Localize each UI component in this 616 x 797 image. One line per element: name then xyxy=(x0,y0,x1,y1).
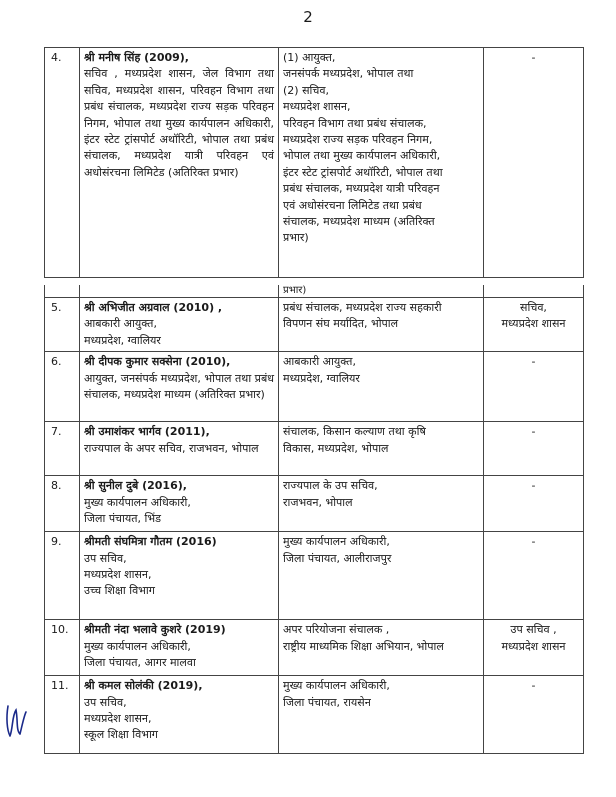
serial-number: 7. xyxy=(45,422,80,476)
new-posting-cell xyxy=(279,676,484,754)
strip-cell xyxy=(80,285,279,298)
current-posting: मध्यप्रदेश शासन, xyxy=(84,712,152,726)
transfer-table-top xyxy=(44,47,584,278)
additional-charge-cell xyxy=(484,298,584,352)
new-posting-line: इंटर स्टेट ट्रांसपोर्ट अथॉरिटी, भोपाल तथा xyxy=(283,165,443,179)
table-row xyxy=(45,352,584,422)
strip-text: प्रभार) xyxy=(279,285,484,298)
officer-name: श्री मनीष सिंह (2009), xyxy=(84,51,189,64)
current-posting: जिला पंचायत, भिंड xyxy=(84,512,162,526)
officer-cell xyxy=(80,352,279,422)
officer-cell xyxy=(80,676,279,754)
table-row xyxy=(45,532,584,620)
new-posting-line: मुख्य कार्यपालन अधिकारी, xyxy=(283,535,390,549)
officer-cell xyxy=(80,476,279,532)
officer-name: श्री उमाशंकर भार्गव (2011), xyxy=(84,425,210,439)
current-posting: मध्यप्रदेश, ग्वालियर xyxy=(84,333,161,347)
new-posting-line: राज्यपाल के उप सचिव, xyxy=(283,479,378,493)
current-posting: राज्यपाल के अपर सचिव, राजभवन, भोपाल xyxy=(84,441,259,455)
officer-name: श्री कमल सोलंकी (2019), xyxy=(84,679,203,693)
new-posting-cell xyxy=(279,298,484,352)
additional-charge-cell xyxy=(484,676,584,754)
new-posting-line: राष्ट्रीय माध्यमिक शिक्षा अभियान, भोपाल xyxy=(283,639,444,653)
new-posting-line: प्रबंध संचालक, मध्यप्रदेश यात्री परिवहन xyxy=(283,182,440,196)
new-posting-line: जिला पंचायत, आलीराजपुर xyxy=(283,551,392,565)
new-posting-line: भोपाल तथा मुख्य कार्यपालन अधिकारी, xyxy=(283,149,441,163)
table-row xyxy=(45,298,584,352)
new-posting-line: विकास, मध्यप्रदेश, भोपाल xyxy=(283,441,389,455)
table-row xyxy=(45,48,584,278)
current-posting: मध्यप्रदेश शासन, xyxy=(84,568,152,582)
additional-charge: - xyxy=(531,425,536,439)
current-posting: मुख्य कार्यपालन अधिकारी, xyxy=(84,639,191,653)
continuation-strip xyxy=(45,285,584,298)
new-posting-line: मध्यप्रदेश, ग्वालियर xyxy=(283,371,360,385)
new-posting-line: (1) आयुक्त, xyxy=(283,51,336,64)
additional-charge: मध्यप्रदेश शासन xyxy=(501,317,566,331)
current-posting: जिला पंचायत, आगर मालवा xyxy=(84,656,196,670)
additional-charge: - xyxy=(531,535,536,549)
new-posting-line: प्रबंध संचालक, मध्यप्रदेश राज्य सहकारी xyxy=(283,301,442,314)
additional-charge-cell xyxy=(484,48,584,278)
current-posting: उच्च शिक्षा विभाग xyxy=(84,584,155,598)
new-posting-cell xyxy=(279,48,484,278)
serial-number: 6. xyxy=(45,352,80,422)
current-posting: आबकारी आयुक्त, xyxy=(84,317,157,331)
new-posting-line: राजभवन, भोपाल xyxy=(283,495,353,509)
table-row xyxy=(45,676,584,754)
new-posting-line: परिवहन विभाग तथा प्रबंध संचालक, xyxy=(283,116,427,130)
current-posting: उप सचिव, xyxy=(84,551,127,565)
table-row xyxy=(45,476,584,532)
new-posting-line: (2) सचिव, xyxy=(283,83,329,97)
table-row xyxy=(45,620,584,676)
serial-number: 11. xyxy=(45,676,80,754)
new-posting-cell xyxy=(279,620,484,676)
strip-cell xyxy=(484,285,584,298)
serial-number: 8. xyxy=(45,476,80,532)
officer-cell xyxy=(80,298,279,352)
new-posting-cell xyxy=(279,476,484,532)
additional-charge-cell xyxy=(484,422,584,476)
current-posting: आयुक्त, जनसंपर्क मध्यप्रदेश, भोपाल तथा प्रबंध संचालक, मध्यप्रदेश माध्यम (अतिरिक्त प्रभार) xyxy=(84,371,274,402)
officer-cell xyxy=(80,422,279,476)
additional-charge: मध्यप्रदेश शासन xyxy=(501,639,566,653)
serial-number: 5. xyxy=(45,298,80,352)
officer-name: श्रीमती संघमित्रा गौतम (2016) xyxy=(84,535,217,549)
new-posting-line: अपर परियोजना संचालक , xyxy=(283,623,390,637)
current-posting: मुख्य कार्यपालन अधिकारी, xyxy=(84,495,191,509)
current-posting: उप सचिव, xyxy=(84,695,127,709)
additional-charge: - xyxy=(531,355,536,369)
officer-name: श्री दीपक कुमार सक्सेना (2010), xyxy=(84,355,231,369)
new-posting-line: मुख्य कार्यपालन अधिकारी, xyxy=(283,679,390,693)
current-posting: स्कूल शिक्षा विभाग xyxy=(84,728,158,742)
current-posting: सचिव , मध्यप्रदेश शासन, जेल विभाग तथा सचिव, मध्यप्रदेश शासन, परिवहन विभाग तथा प्रबंध संचालक, मध्यप्रदेश राज्य सड़क परिवहन निगम, भोपाल तथा मुख्य कार्यपालन अधिकारी, इंटर स्टेट ट्रांसपोर्ट अथॉरिटी, भोपाल तथा प्रबंध संचालक, मध्यप्रदेश यात्री परिवहन एवं अधोसंरचना लिमिटेड (अतिरिक्त प्रभार) xyxy=(84,67,274,179)
serial-number: 10. xyxy=(45,620,80,676)
officer-name: श्री सुनील दुबे (2016), xyxy=(84,479,187,493)
additional-charge-cell xyxy=(484,620,584,676)
new-posting-line: जनसंपर्क मध्यप्रदेश, भोपाल तथा xyxy=(283,67,414,81)
additional-charge-cell xyxy=(484,476,584,532)
officer-cell xyxy=(80,48,279,278)
handwritten-signature xyxy=(4,700,30,740)
serial-number: 4. xyxy=(45,48,80,278)
new-posting-line: जिला पंचायत, रायसेन xyxy=(283,695,371,709)
transfer-table xyxy=(44,285,584,754)
additional-charge: - xyxy=(531,679,536,693)
additional-charge: - xyxy=(531,479,536,493)
additional-charge-cell xyxy=(484,352,584,422)
new-posting-line: संचालक, मध्यप्रदेश माध्यम (अतिरिक्त xyxy=(283,215,435,229)
additional-charge: सचिव, xyxy=(520,301,547,314)
new-posting-cell xyxy=(279,352,484,422)
additional-charge: उप सचिव , xyxy=(510,623,557,637)
officer-cell xyxy=(80,532,279,620)
new-posting-cell xyxy=(279,532,484,620)
strip-cell xyxy=(45,285,80,298)
table-row xyxy=(45,422,584,476)
new-posting-line: संचालक, किसान कल्याण तथा कृषि xyxy=(283,425,426,439)
new-posting-line: विपणन संघ मर्यादित, भोपाल xyxy=(283,317,399,331)
serial-number: 9. xyxy=(45,532,80,620)
new-posting-line: एवं अधोसंरचना लिमिटेड तथा प्रबंध xyxy=(283,198,422,212)
new-posting-line: मध्यप्रदेश शासन, xyxy=(283,100,351,114)
page-number: 2 xyxy=(303,8,313,26)
new-posting-cell xyxy=(279,422,484,476)
new-posting-line: प्रभार) xyxy=(283,231,309,245)
additional-charge: - xyxy=(531,51,536,64)
additional-charge-cell xyxy=(484,532,584,620)
new-posting-line: आबकारी आयुक्त, xyxy=(283,355,356,369)
officer-name: श्री अभिजीत अग्रवाल (2010) , xyxy=(84,301,223,314)
new-posting-line: मध्यप्रदेश राज्य सड़क परिवहन निगम, xyxy=(283,133,433,147)
officer-cell xyxy=(80,620,279,676)
officer-name: श्रीमती नंदा भलावे कुशरे (2019) xyxy=(84,623,226,637)
